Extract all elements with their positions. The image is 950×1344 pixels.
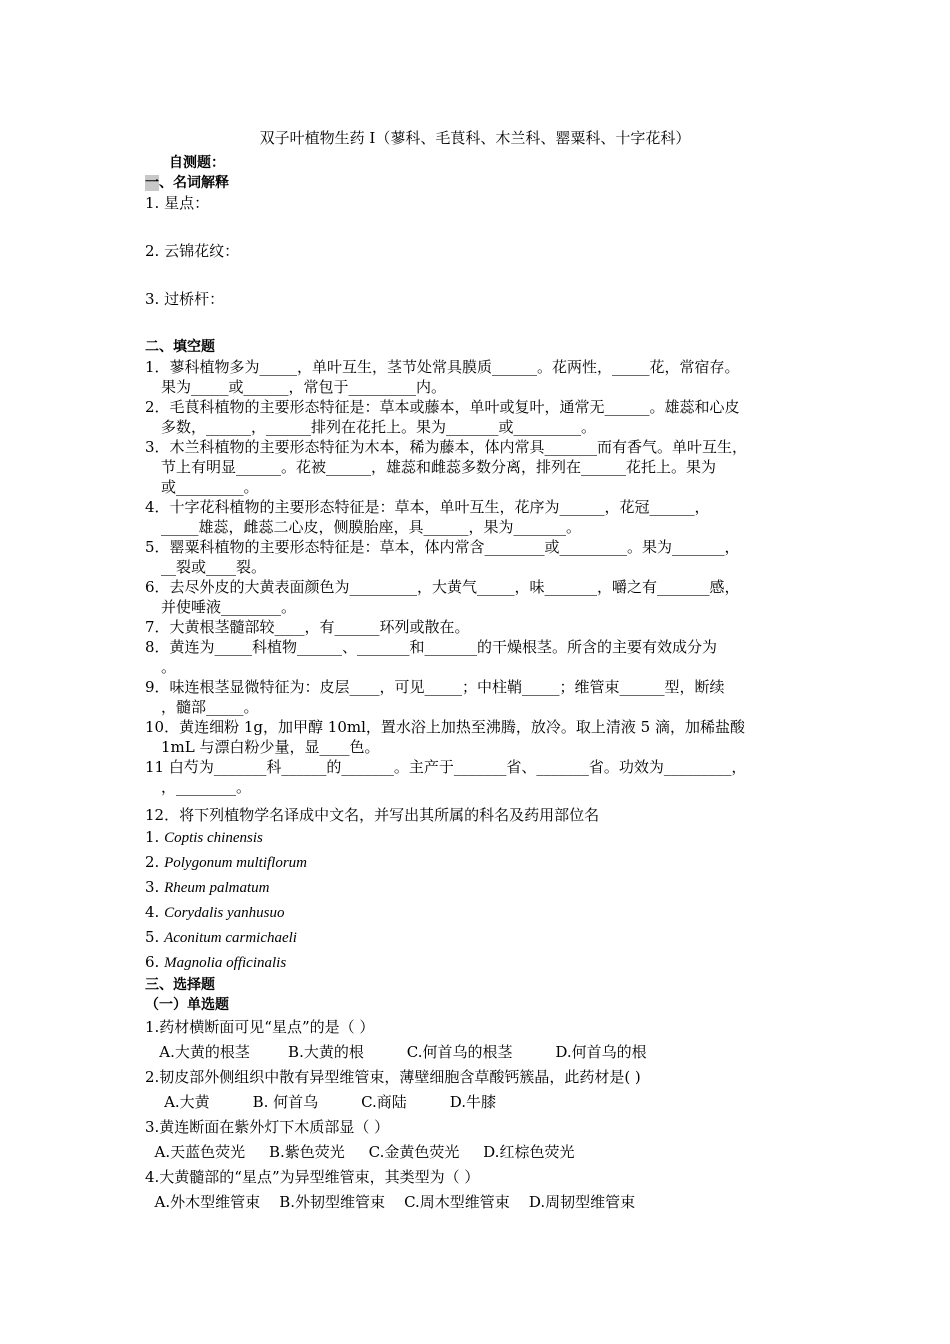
- latin-name-number: 4.: [145, 903, 165, 921]
- latin-name-item: [145, 850, 815, 875]
- fill-question-line: ，髓部_____。: [161, 698, 259, 716]
- section1-heading: [145, 173, 815, 193]
- latin-name-item: [145, 825, 815, 850]
- document-title: 双子叶植物生药 I（蓼科、毛茛科、木兰科、罂粟科、十字花科）: [259, 129, 691, 147]
- latin-name: Aconitum carmichaeli: [164, 930, 297, 946]
- mc-option: C.金黄色荧光: [344, 1143, 460, 1161]
- fill-question-line: 。: [161, 658, 177, 676]
- fill-question-line: 4．十字花科植物的主要形态特征是：草本，单叶互生，花序为______，花冠______，: [145, 498, 710, 516]
- mc-option: D.红棕色荧光: [459, 1143, 575, 1161]
- fill-question-line: 8．黄连为_____科植物______、_______和_______的干燥根茎。所含的主要有效成分为: [145, 638, 718, 656]
- fill-question-line: __裂或____裂。: [161, 558, 267, 576]
- fill-question-line: 9．味连根茎显微特征为：皮层____，可见_____；中柱鞘_____；维管束______型，断续: [145, 678, 725, 696]
- fill-question-11: [145, 757, 815, 797]
- mc-options: [145, 1040, 815, 1065]
- fill-question-line: ，________。: [161, 778, 252, 796]
- term-3: 3. 过桥杆：: [145, 290, 225, 308]
- section2-heading: 二、填空题: [145, 339, 215, 355]
- fill-question-line: 并使唾液________。: [161, 598, 297, 616]
- mc-option: B.大黄的根: [249, 1043, 364, 1061]
- mc-question-stem: 3.黄连断面在紫外灯下木质部显（ ）: [145, 1118, 390, 1136]
- fill-question-7: [145, 617, 815, 637]
- mc-options: [145, 1190, 815, 1215]
- fill-question-line: 10．黄连细粉 1g，加甲醇 10ml，置水浴上加热至沸腾，放冷。取上清液 5 滴，加稀盐酸: [145, 718, 745, 736]
- section3-subheading: （一）单选题: [145, 997, 229, 1013]
- fill-question-line: 多数，______，______排列在花托上。果为_______或_________。: [161, 418, 597, 436]
- mc-option: C.商陆: [318, 1093, 407, 1111]
- latin-name-number: 6.: [145, 953, 165, 971]
- latin-name: Magnolia officinalis: [164, 955, 287, 971]
- mc-option: B.外韧型维管束: [260, 1193, 386, 1211]
- section1-number: 一: [145, 175, 159, 191]
- fill-question-10: [145, 717, 815, 757]
- fill-question-line: 2．毛茛科植物的主要形态特征是：草本或藤本，单叶或复叶，通常无______。雄蕊和心皮: [145, 398, 740, 416]
- mc-option: C.周木型维管束: [385, 1193, 510, 1211]
- fill-question-5: [145, 537, 815, 577]
- mc-option: A.大黄的根茎: [145, 1043, 250, 1061]
- section3-heading: 三、选择题: [145, 977, 215, 993]
- mc-option: A.天蓝色荧光: [145, 1143, 246, 1161]
- section1-title: 、名词解释: [159, 175, 229, 191]
- fill-question-9: [145, 677, 815, 717]
- fill-question-line: 节上有明显______。花被______，雄蕊和雌蕊多数分离，排列在______花托上。果为: [161, 458, 717, 476]
- mc-option: D.周韧型维管束: [509, 1193, 636, 1211]
- latin-name-item: [145, 875, 815, 900]
- document-body: [145, 153, 815, 1215]
- fill-question-line: _____雄蕊，雌蕊二心皮，侧膜胎座，具______，果为_______。: [161, 518, 582, 536]
- mc-option: B.紫色荧光: [245, 1143, 345, 1161]
- latin-name: Coptis chinensis: [164, 830, 263, 846]
- latin-name-item: [145, 950, 815, 975]
- mc-option: A.外木型维管束: [145, 1193, 261, 1211]
- fill-question-line: 果为_____或______，常包于_________内。: [161, 378, 447, 396]
- mc-question-stem: 2.韧皮部外侧组织中散有异型维管束，薄壁细胞含草酸钙簇晶，此药材是( ): [145, 1068, 641, 1086]
- latin-name-number: 1.: [145, 828, 165, 846]
- fill-question-8: [145, 637, 815, 677]
- latin-name-item: [145, 925, 815, 950]
- fill-question-line: 或_________。: [161, 478, 259, 496]
- self-test-label: 自测题：: [169, 155, 225, 171]
- fill-question-1: [145, 357, 815, 397]
- latin-name: Polygonum multiflorum: [164, 855, 308, 871]
- latin-name-number: 3.: [145, 878, 165, 896]
- latin-name: Rheum palmatum: [164, 880, 270, 896]
- fill-question-line: 6．去尽外皮的大黄表面颜色为_________，大黄气_____，味_______，嚼之有_______感，: [145, 578, 740, 596]
- latin-name-number: 2.: [145, 853, 165, 871]
- fill-question-line: 1mL 与漂白粉少量，显____色。: [161, 738, 380, 756]
- fill-question-4: [145, 497, 815, 537]
- fill-question-line: 11 白芍为_______科______的_______。主产于_______省、_______省。功效为_________，: [145, 758, 747, 776]
- mc-option: A.大黄: [145, 1093, 210, 1111]
- fill-question-12: 12．将下列植物学名译成中文名，并写出其所属的科名及药用部位名: [145, 806, 600, 824]
- mc-options: [145, 1090, 815, 1115]
- term-2: 2. 云锦花纹：: [145, 242, 240, 260]
- fill-question-line: 3．木兰科植物的主要形态特征为木本，稀为藤本，体内常具_______而有香气。单叶互生，: [145, 438, 748, 456]
- mc-option: D.牛膝: [406, 1093, 496, 1111]
- fill-question-line: 1．蓼科植物多为_____，单叶互生，茎节处常具膜质______。花两性，_____花，常宿存。: [145, 358, 740, 376]
- mc-option: D.何首乌的根: [512, 1043, 647, 1061]
- latin-name-item: [145, 900, 815, 925]
- fill-question-line: 5．罂粟科植物的主要形态特征是：草本，体内常含________或_________。果为_______，: [145, 538, 740, 556]
- fill-question-6: [145, 577, 815, 617]
- fill-question-2: [145, 397, 815, 437]
- mc-question-stem: 4.大黄髓部的“星点”为异型维管束，其类型为（ ）: [145, 1168, 480, 1186]
- mc-option: B. 何首乌: [209, 1093, 319, 1111]
- term-1: 1. 星点：: [145, 194, 210, 212]
- latin-name-number: 5.: [145, 928, 165, 946]
- fill-question-3: [145, 437, 815, 497]
- mc-options: [145, 1140, 815, 1165]
- mc-question-stem: 1.药材横断面可见“星点”的是（ ）: [145, 1018, 375, 1036]
- mc-option: C.何首乌的根茎: [363, 1043, 513, 1061]
- fill-question-line: 7．大黄根茎髓部较____，有______环列或散在。: [145, 618, 470, 636]
- latin-name: Corydalis yanhusuo: [164, 905, 285, 921]
